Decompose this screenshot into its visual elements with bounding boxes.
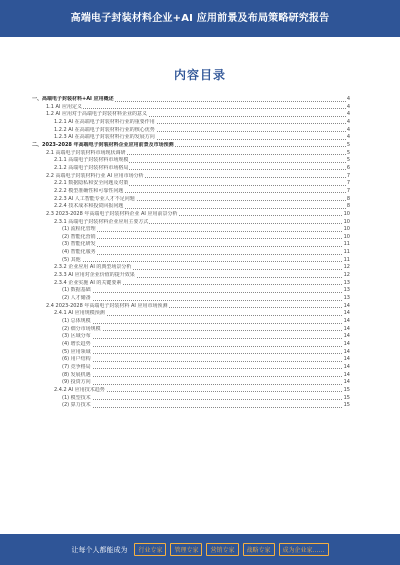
toc-leader-dots — [62, 254, 346, 255]
toc-entry-label: (1) 模型技术 — [62, 394, 91, 401]
toc-entry-label: 2.1.1 高端电子封装材料市场规模 — [54, 157, 129, 164]
toc-leader-dots — [62, 399, 346, 400]
toc-entry-page: 5 — [346, 141, 350, 148]
toc-entry-page: 7 — [346, 172, 350, 179]
toc-entry-label: (3) 区域分布 — [62, 333, 91, 340]
toc-leader-dots — [62, 292, 346, 293]
toc-leader-dots — [46, 108, 346, 109]
toc-entry-label: 2.2.4 技术成本和投资回报问题 — [54, 203, 124, 210]
toc-entry-page: 14 — [343, 341, 350, 347]
toc-entry-page: 7 — [346, 187, 350, 194]
toc-entry[interactable] — [32, 203, 350, 211]
toc-entry-label: (4) 智能化服务 — [62, 249, 96, 256]
toc-leader-dots — [62, 300, 346, 301]
toc-entry-label: 2.3.3 AI 应用对企业价值的提升效果 — [54, 272, 135, 279]
toc-entry-label: 2.2 高端电子封装材料行业 AI 应用市场分析 — [46, 172, 144, 179]
toc-entry[interactable] — [32, 188, 350, 196]
footer-lead-text: 让每个人都能成为 — [71, 545, 128, 554]
toc-entry-label: 2.3.2 企业应用 AI 的典型场景分析 — [54, 264, 132, 271]
toc-entry-page: 4 — [346, 126, 350, 133]
toc-entry-label: (8) 发展机遇 — [62, 371, 91, 378]
toc-entry-label: (2) 算力技术 — [62, 402, 91, 409]
toc-entry-label: 1.2.1 AI 在高端电子封装材料行业的重要作用 — [54, 118, 155, 125]
toc-entry-page: 14 — [343, 379, 350, 386]
toc-entry-label: (2) 细分市场规模 — [62, 325, 101, 332]
toc-entry-page: 12 — [343, 264, 350, 271]
toc-leader-dots — [62, 353, 346, 354]
footer-banner — [0, 534, 400, 565]
report-title: 高端电子封装材料企业+AI 应用前景及布局策略研究报告 — [70, 13, 330, 24]
toc-entry[interactable] — [32, 264, 350, 272]
toc-entry[interactable] — [32, 379, 350, 387]
toc-entry[interactable] — [32, 280, 350, 288]
toc-entry[interactable] — [32, 241, 350, 249]
toc-entry[interactable] — [32, 226, 350, 234]
report-header-banner — [0, 0, 400, 37]
toc-entry[interactable] — [32, 96, 350, 104]
toc-entry-page: 14 — [343, 348, 350, 355]
toc-entry-label: 一、高端电子封装材料+AI 应用概述 — [32, 96, 114, 102]
toc-entry-page: 14 — [343, 302, 350, 309]
toc-entry-label: (3) 智能化研发 — [62, 241, 96, 248]
toc-entry-page: 14 — [343, 310, 350, 317]
toc-entry-label: 2.2.1 数据隐私和安全问题及对策 — [54, 180, 129, 187]
toc-entry[interactable] — [32, 104, 350, 112]
toc-entry-page: 13 — [343, 279, 350, 286]
toc-entry[interactable] — [32, 310, 350, 318]
toc-entry-label: 2.2.3 AI 人工智能专业人才不足问题 — [54, 195, 135, 202]
toc-entry-page: 13 — [343, 287, 350, 294]
toc-leader-dots — [62, 330, 346, 331]
toc-entry-label: (5) 其他 — [62, 256, 81, 263]
toc-entry[interactable] — [32, 211, 350, 219]
toc-entry[interactable] — [32, 341, 350, 349]
toc-entry[interactable] — [32, 372, 350, 380]
toc-entry-label: 1.2 AI 应用对于高端电子封装材料企业的意义 — [46, 111, 148, 118]
toc-entry-page: 10 — [343, 218, 350, 225]
toc-entry[interactable] — [32, 234, 350, 242]
table-of-contents — [32, 96, 350, 410]
toc-entry[interactable] — [32, 333, 350, 341]
toc-entry-page: 14 — [343, 363, 350, 370]
toc-entry-page: 4 — [346, 111, 350, 118]
toc-entry-label: 2.3.4 企业实施 AI 的关键要素 — [54, 279, 122, 286]
toc-leader-dots — [62, 384, 346, 385]
toc-entry-page: 14 — [343, 371, 350, 378]
toc-entry-page: 15 — [343, 402, 350, 409]
toc-entry-page: 11 — [343, 241, 350, 248]
toc-entry-label: (7) 竞争格局 — [62, 363, 91, 370]
toc-entry-label: 2.3 2023-2028 年高端电子封装材料企业 AI 应用前景分析 — [46, 210, 178, 217]
toc-entry[interactable] — [32, 150, 350, 158]
toc-entry-label: (4) 增长趋势 — [62, 341, 91, 347]
toc-leader-dots — [62, 338, 346, 339]
toc-entry[interactable] — [32, 395, 350, 403]
toc-entry-label: (2) 人才储备 — [62, 295, 91, 302]
toc-entry[interactable] — [32, 326, 350, 334]
toc-entry[interactable] — [32, 142, 350, 150]
toc-entry-label: 2.1 高端电子封装材料市场现状调研 — [46, 149, 126, 156]
toc-entry-page: 4 — [346, 96, 350, 102]
toc-entry-label: (1) 流程化管理 — [62, 226, 96, 233]
toc-entry-page: 8 — [346, 195, 350, 202]
toc-entry[interactable] — [32, 173, 350, 181]
toc-entry-label: 2.1.2 高端电子封装材料市场格局 — [54, 164, 129, 171]
toc-leader-dots — [62, 231, 346, 232]
toc-entry-page: 6 — [346, 164, 350, 171]
toc-entry-page: 4 — [346, 134, 350, 141]
toc-entry-label: 1.2.2 AI 在高端电子封装材料行业的核心优势 — [54, 126, 155, 133]
footer-slogan — [0, 534, 400, 565]
toc-entry[interactable] — [32, 295, 350, 303]
toc-entry-page: 14 — [343, 318, 350, 325]
toc-entry-label: 1.2.3 AI 在高端电子封装材料行业的发展方向 — [54, 134, 155, 141]
toc-entry-label: (6) 用户结构 — [62, 356, 91, 363]
toc-leader-dots — [62, 407, 346, 408]
toc-entry-page: 4 — [346, 118, 350, 125]
toc-entry-page: 11 — [343, 256, 350, 263]
footer-chip: 成为企业家…… — [279, 543, 329, 556]
toc-entry-label: (9) 投资方向 — [62, 379, 91, 386]
toc-entry-label: 2.3.1 高端电子封装材料企业应用主要方式 — [54, 218, 149, 225]
toc-leader-dots — [62, 323, 346, 324]
toc-entry-page: 15 — [343, 394, 350, 401]
toc-entry-page: 14 — [343, 325, 350, 332]
toc-entry[interactable] — [32, 272, 350, 280]
toc-entry[interactable] — [32, 318, 350, 326]
toc-entry[interactable] — [32, 249, 350, 257]
toc-entry-page: 4 — [346, 103, 350, 110]
toc-entry[interactable] — [32, 219, 350, 227]
toc-entry[interactable] — [32, 157, 350, 165]
toc-leader-dots — [62, 368, 346, 369]
toc-entry-label: (1) 数据基础 — [62, 287, 91, 294]
toc-entry-page: 12 — [343, 272, 350, 279]
toc-entry[interactable] — [32, 257, 350, 265]
toc-leader-dots — [62, 261, 346, 262]
toc-entry[interactable] — [32, 287, 350, 295]
toc-entry-label: 1.1 AI 应用定义 — [46, 103, 83, 110]
toc-leader-dots — [62, 361, 346, 362]
toc-entry[interactable] — [32, 165, 350, 173]
toc-entry-page: 10 — [343, 226, 350, 233]
toc-entry-page: 11 — [343, 249, 350, 256]
toc-entry-page: 5 — [346, 157, 350, 164]
toc-entry-label: 2.4.2 AI 应用技术趋势 — [54, 386, 105, 393]
toc-entry[interactable] — [32, 303, 350, 311]
toc-entry[interactable] — [32, 356, 350, 364]
toc-entry-page: 15 — [343, 386, 350, 393]
toc-entry[interactable] — [32, 364, 350, 372]
toc-entry-label: 2.2.2 模型准确性和可靠性问题 — [54, 187, 124, 194]
toc-entry-label: (5) 应用领域 — [62, 348, 91, 355]
footer-chip: 行业专家 — [134, 543, 166, 556]
toc-entry[interactable] — [32, 402, 350, 410]
toc-entry[interactable] — [32, 134, 350, 142]
toc-leader-dots — [62, 238, 346, 239]
footer-chip: 营销专家 — [206, 543, 238, 556]
toc-title: 内容目录 — [173, 68, 226, 82]
toc-entry-label: 二、2023-2028 年高端电子封装材料企业应用前景及市场预测 — [32, 141, 174, 148]
toc-entry-label: 2.4.1 AI 应用规模预测 — [54, 310, 105, 317]
footer-chip: 战略专家 — [243, 543, 275, 556]
toc-leader-dots — [62, 246, 346, 247]
toc-entry-page: 13 — [343, 295, 350, 302]
toc-entry-page: 10 — [343, 210, 350, 217]
toc-entry-page: 14 — [343, 356, 350, 363]
toc-entry[interactable] — [32, 180, 350, 188]
toc-entry[interactable] — [32, 111, 350, 119]
toc-entry[interactable] — [32, 387, 350, 395]
footer-chip: 管理专家 — [170, 543, 202, 556]
toc-entry[interactable] — [32, 127, 350, 135]
toc-entry-page: 10 — [343, 233, 350, 240]
toc-entry-page: 7 — [346, 180, 350, 187]
toc-entry-page: 8 — [346, 203, 350, 210]
toc-entry-label: 2.4 2023-2028 年高端电子封装材料 AI 应用市场预测 — [46, 302, 168, 309]
toc-leader-dots — [62, 346, 346, 347]
toc-entry-page: 5 — [346, 149, 350, 156]
toc-leader-dots — [62, 376, 346, 377]
toc-entry[interactable] — [32, 349, 350, 357]
toc-entry-label: (1) 总体规模 — [62, 318, 91, 325]
toc-entry[interactable] — [32, 119, 350, 127]
toc-entry-label: (2) 智能化营销 — [62, 233, 96, 240]
toc-entry-page: 14 — [343, 333, 350, 340]
toc-entry[interactable] — [32, 196, 350, 204]
